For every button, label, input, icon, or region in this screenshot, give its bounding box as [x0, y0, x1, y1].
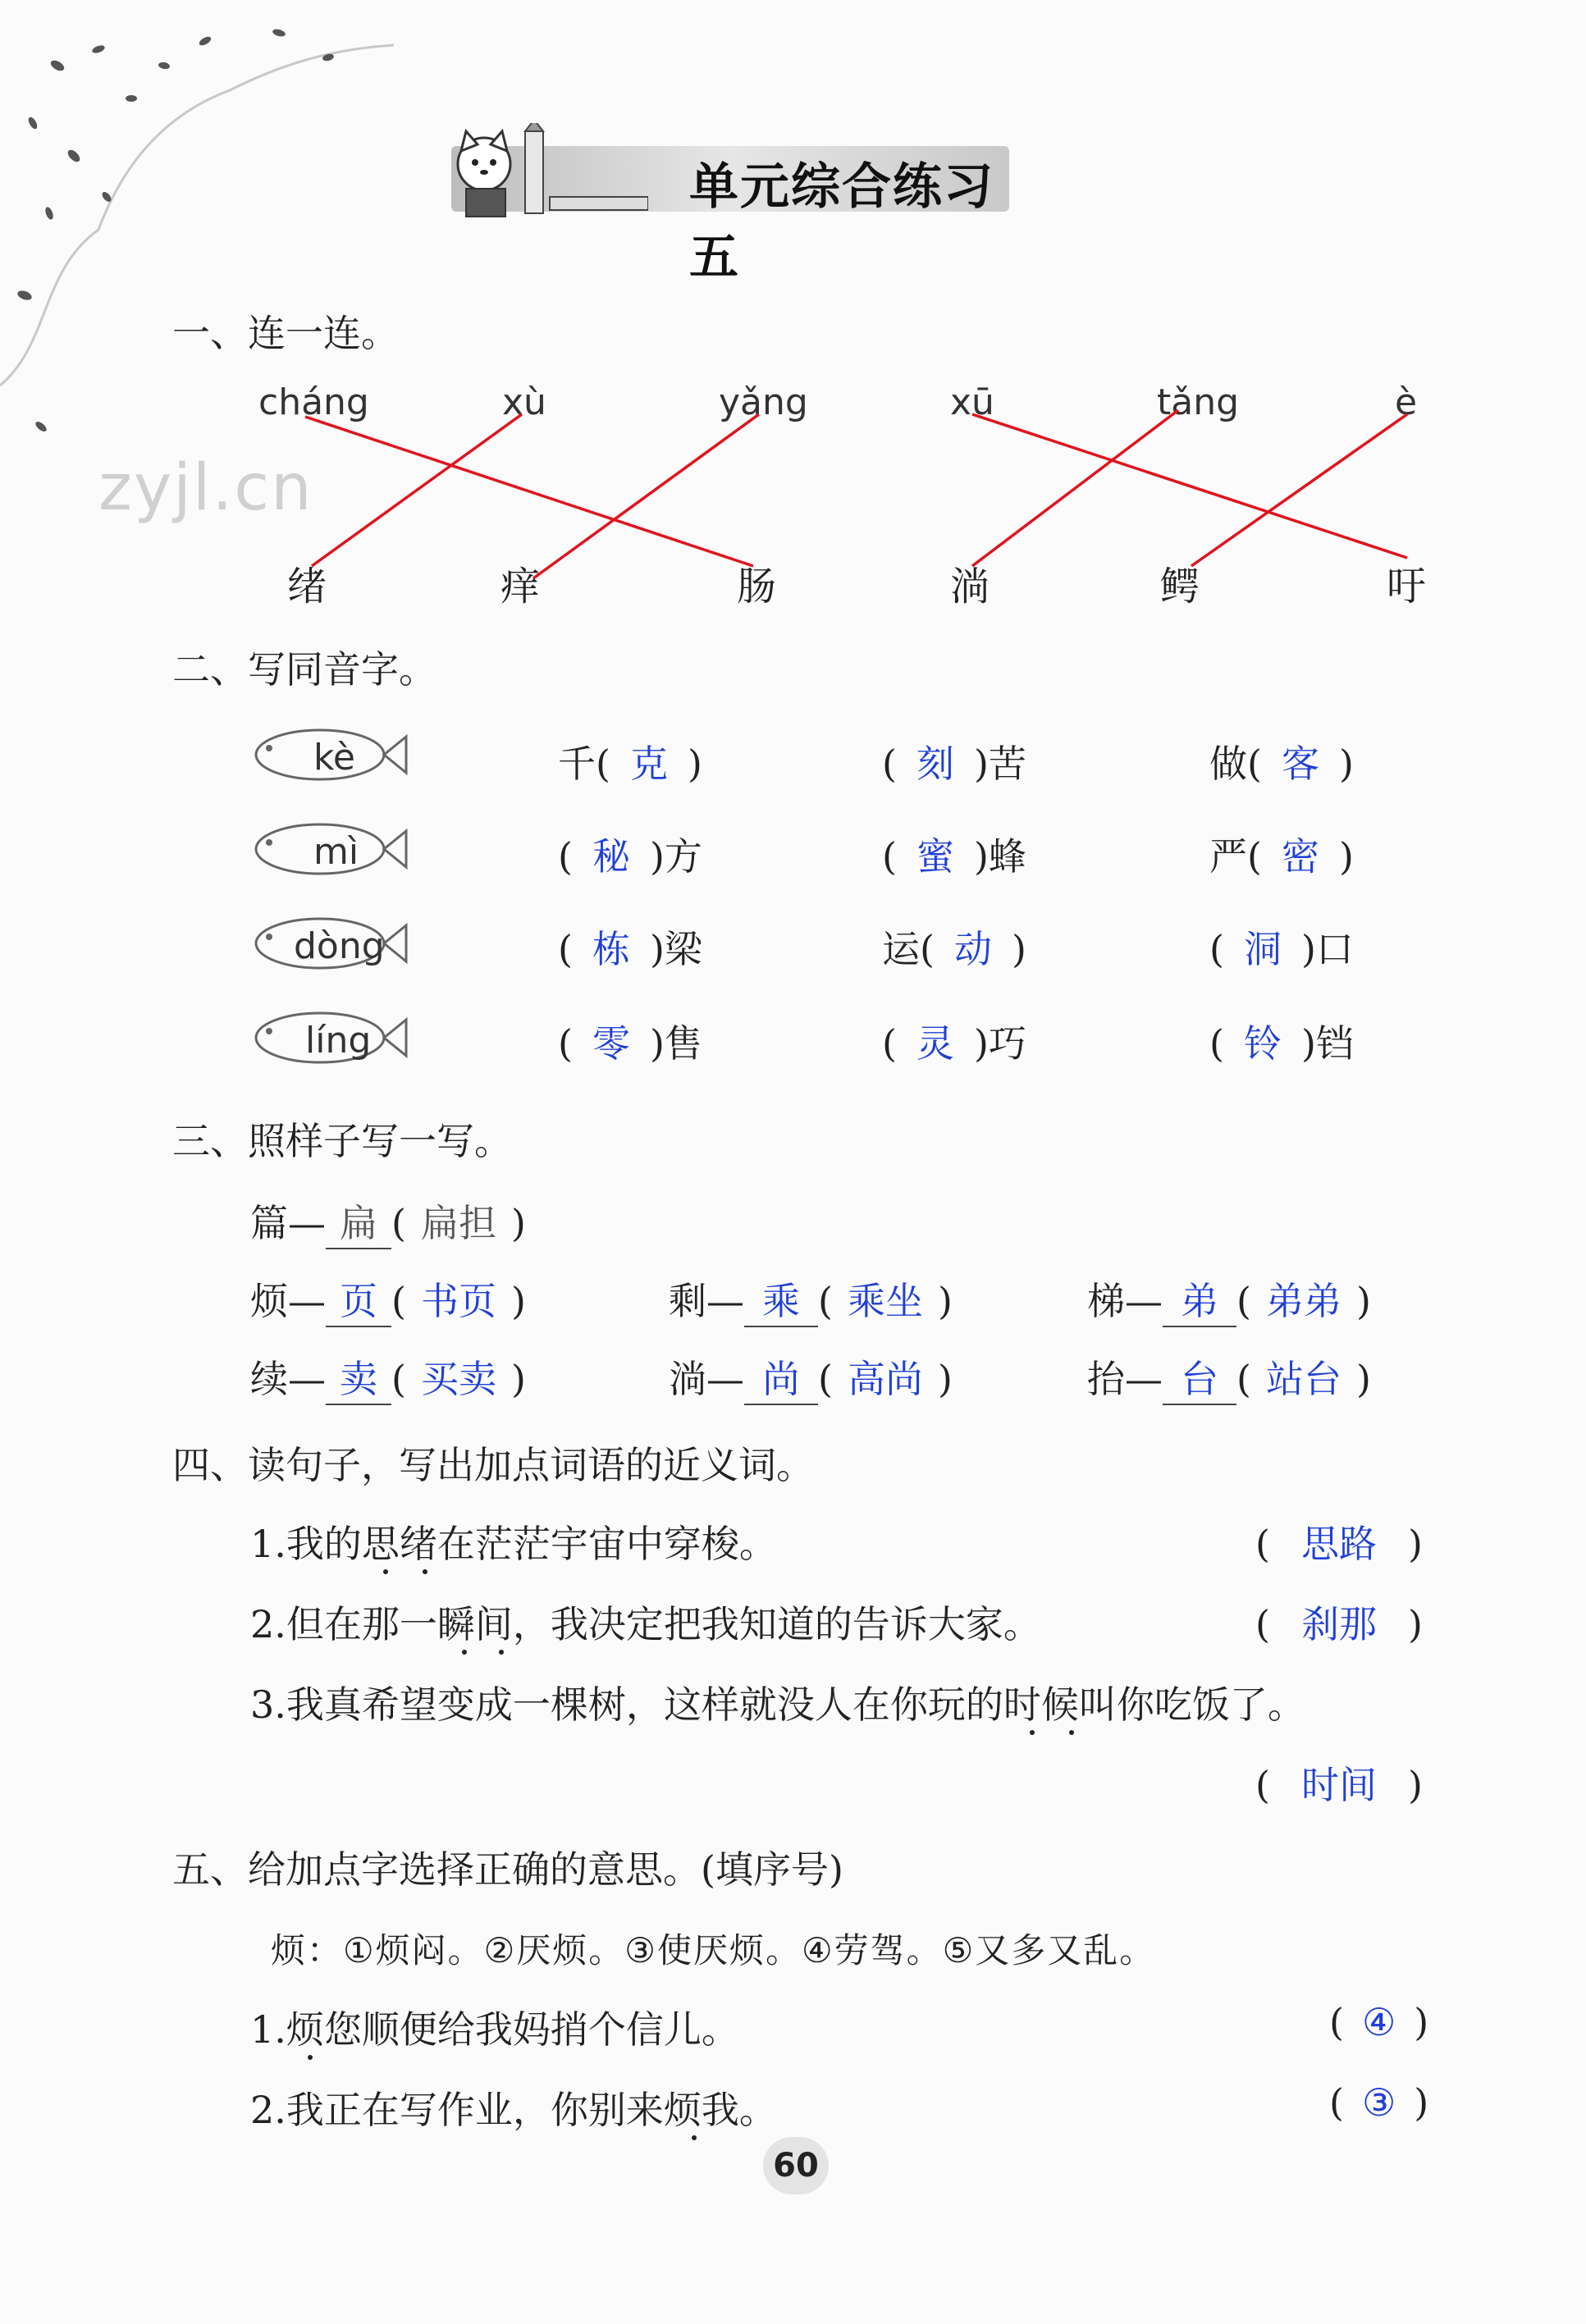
- emphasis-dot: [1069, 1730, 1074, 1735]
- radical-item: 续— 卖 ( 买卖 ): [250, 1349, 526, 1405]
- emphasis-dot: [308, 2055, 313, 2060]
- emphasis-dot: [1030, 1730, 1035, 1735]
- radical-item: 抬— 台 ( 站台 ): [1087, 1349, 1371, 1405]
- char-5: 鳄: [1160, 564, 1200, 610]
- homophone-item: ( 刻 )苦: [882, 742, 1026, 786]
- page-title: 单元综合练习五: [689, 158, 994, 286]
- pinyin-2: xù: [502, 381, 546, 423]
- homophone-item: ( 零 )售: [558, 1021, 702, 1066]
- pinyin-6: è: [1395, 381, 1418, 423]
- radical-item: 烦— 页 ( 书页 ): [250, 1272, 526, 1327]
- emphasis-dot: [692, 2135, 697, 2140]
- homophone-item: ( 铃 )铛: [1209, 1021, 1354, 1066]
- char-3: 肠: [737, 564, 777, 610]
- homophone-item: ( 秘 )方: [558, 834, 702, 879]
- fish-pinyin-4: líng: [305, 1020, 372, 1062]
- match-line-xu: [312, 414, 522, 566]
- homophone-item: 运( 动 ): [882, 927, 1026, 971]
- char-1: 绪: [287, 564, 327, 610]
- char-2: 痒: [500, 564, 541, 610]
- fish-pinyin-1: kè: [313, 737, 355, 778]
- section2-heading: 二、写同音字。: [172, 647, 436, 692]
- radical-item: 剩— 乘 ( 乘坐 ): [669, 1272, 953, 1327]
- matching-lines: [0, 0, 1586, 656]
- meaning-sentence-2: 2.我正在写作业，你别来烦我。: [250, 2088, 777, 2132]
- homophone-item: ( 灵 )巧: [882, 1021, 1026, 1066]
- meaning-answer-2: ( ③ ): [1329, 2080, 1429, 2125]
- section5-heading: 五、给加点字选择正确的意思。(填序号): [172, 1847, 843, 1892]
- section1-heading: 一、连一连。: [172, 311, 399, 355]
- section4-heading: 四、读句子，写出加点词语的近义词。: [172, 1443, 814, 1487]
- sentence-1: 1.我的思绪在茫茫宇宙中穿梭。: [250, 1522, 777, 1566]
- page-number-text: 60: [773, 2147, 819, 2185]
- pinyin-3: yǎng: [719, 381, 808, 423]
- match-line-chang: [305, 417, 753, 566]
- section3-heading: 三、照样子写一写。: [172, 1119, 512, 1163]
- synonym-answer-3: ( 时间 ): [1255, 1763, 1423, 1807]
- radical-item: 淌— 尚 ( 高尚 ): [669, 1349, 953, 1405]
- radical-item: 梯— 弟 ( 弟弟 ): [1087, 1272, 1371, 1327]
- match-line-e: [1191, 414, 1407, 566]
- emphasis-dot: [423, 1569, 427, 1574]
- emphasis-dot: [462, 1650, 467, 1655]
- synonym-answer-2: ( 刹那 ): [1255, 1602, 1423, 1646]
- synonym-answer-1: ( 思路 ): [1255, 1522, 1423, 1566]
- sentence-3: 3.我真希望变成一棵树，这样就没人在你玩的时候叫你吃饭了。: [250, 1683, 1305, 1727]
- homophone-item: ( 栋 )梁: [558, 927, 702, 971]
- emphasis-dot: [499, 1650, 504, 1655]
- pinyin-5: tǎng: [1157, 381, 1240, 423]
- homophone-item: ( 洞 )口: [1209, 927, 1354, 971]
- match-line-xu1: [972, 414, 1407, 558]
- homophone-item: ( 蜜 )蜂: [882, 834, 1026, 879]
- homophone-item: 严( 密 ): [1209, 834, 1354, 879]
- meaning-answer-1: ( ④ ): [1329, 2000, 1429, 2044]
- fish-pinyin-3: dòng: [294, 925, 385, 967]
- match-line-tang: [972, 410, 1178, 566]
- char-4: 淌: [950, 564, 990, 610]
- homophone-item: 千( 克 ): [558, 742, 702, 786]
- pinyin-1: cháng: [258, 381, 369, 423]
- char-6: 吁: [1387, 564, 1427, 610]
- fish-pinyin-2: mì: [313, 831, 359, 873]
- watermark: zyjl.cn: [98, 451, 313, 525]
- homophone-item: 做( 客 ): [1209, 742, 1354, 786]
- pinyin-4: xū: [950, 381, 994, 423]
- meaning-sentence-1: 1.烦您顺便给我妈捎个信儿。: [250, 2007, 739, 2052]
- definition-list: 烦：①烦闷。②厌烦。③使厌烦。④劳驾。⑤又多又乱。: [271, 1930, 1156, 1970]
- match-line-yang: [533, 414, 759, 578]
- page-number: [763, 2137, 829, 2194]
- example-item: 篇— 扁 ( 扁担 ): [250, 1194, 526, 1249]
- sentence-2: 2.但在那一瞬间，我决定把我知道的告诉大家。: [250, 1602, 1041, 1646]
- emphasis-dot: [383, 1569, 388, 1574]
